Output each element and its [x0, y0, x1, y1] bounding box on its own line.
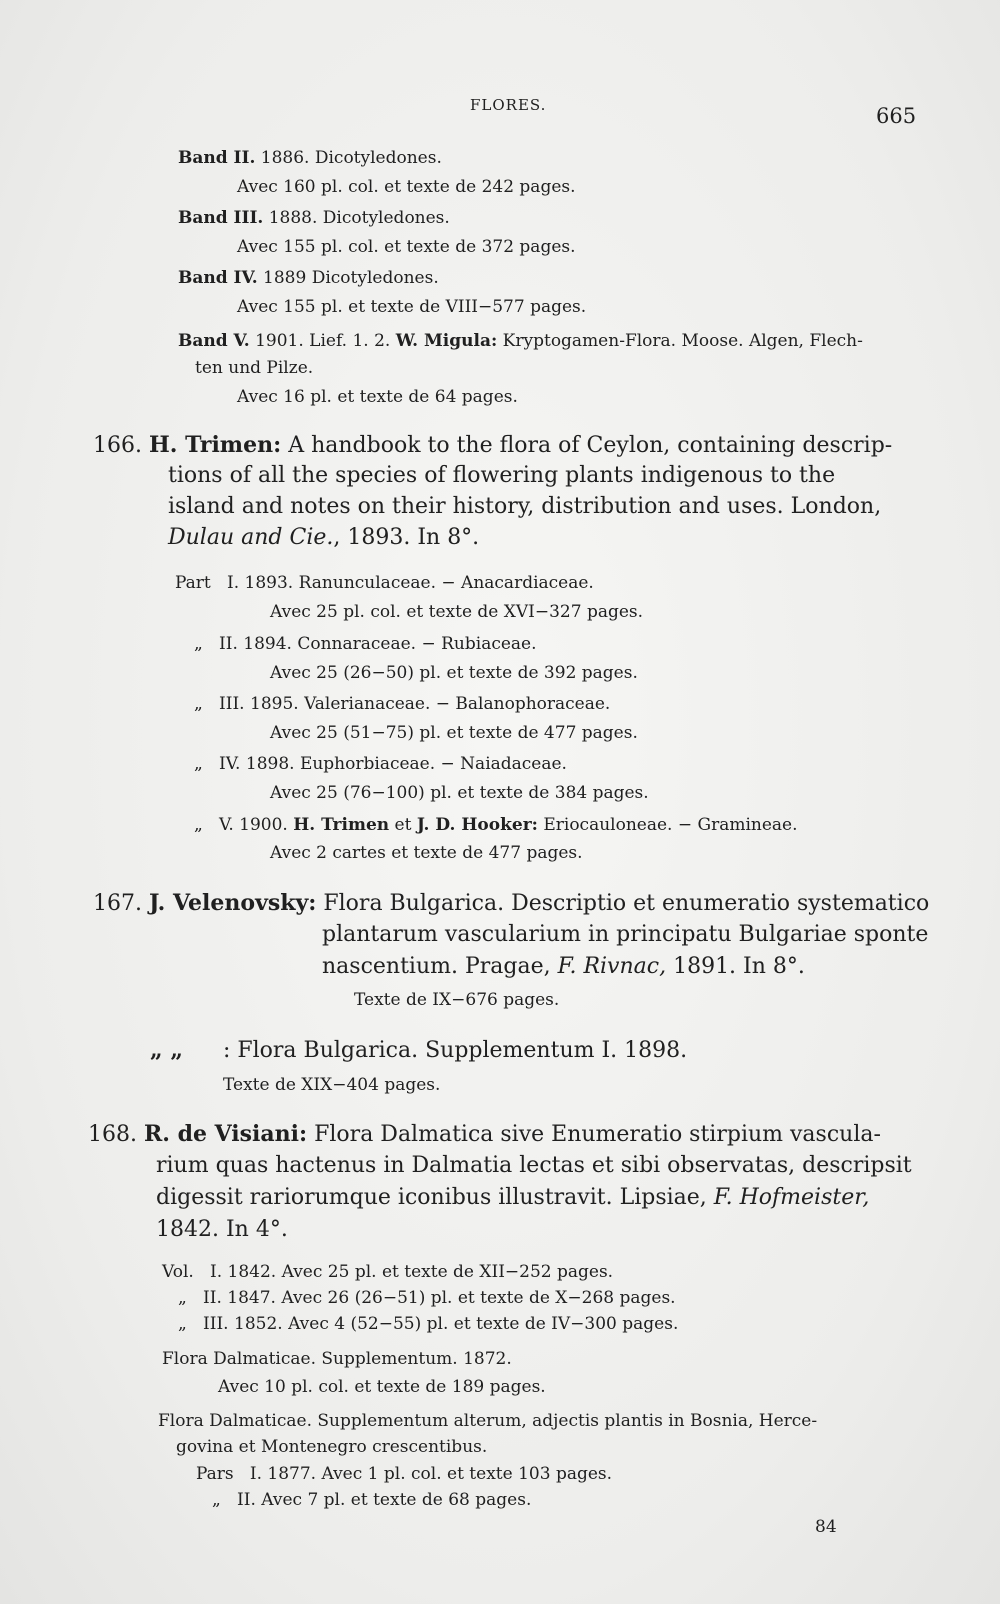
- band-line: Band V. 1901. Lief. 1. 2. W. Migula: Kryptogamen-Flora. Moose. Algen, Flech-: [178, 331, 863, 351]
- publisher: F. Hofmeister,: [713, 1185, 870, 1210]
- part-desc: Avec 25 (76−100) pl. et texte de 384 pages.: [270, 783, 649, 803]
- supplement-line: Flora Dalmaticae. Supplementum alterum, adjectis plantis in Bosnia, Herce-: [158, 1411, 818, 1431]
- publisher: F. Rivnac,: [557, 954, 667, 979]
- entry-number: 167.: [93, 891, 142, 916]
- entry-author: R. de Visiani:: [143, 1121, 308, 1147]
- band-line: Band IV. 1889 Dicotyledones.: [178, 268, 439, 288]
- entry-number: 168.: [88, 1122, 137, 1147]
- entry-publication-line: Dulau and Cie., 1893. In 8°.: [168, 525, 480, 550]
- supplement-continuation: govina et Montenegro crescentibus.: [176, 1437, 488, 1457]
- publisher: Dulau and Cie.: [168, 525, 334, 550]
- band-line: Band II. 1886. Dicotyledones.: [178, 148, 442, 168]
- pars-line: „ II. Avec 7 pl. et texte de 68 pages.: [212, 1490, 532, 1510]
- part-desc: Avec 25 (51−75) pl. et texte de 477 pages.: [270, 723, 638, 743]
- page-number: 665: [876, 104, 917, 128]
- band-label: Band IV.: [178, 268, 258, 288]
- entry-title-line: tions of all the species of flowering plants indigenous to the: [168, 463, 836, 488]
- entry-167-first-line: 167. J. Velenovsky: Flora Bulgarica. Descriptio et enumeratio systematico: [93, 890, 930, 916]
- part-desc: Avec 25 (26−50) pl. et texte de 392 pages.: [270, 663, 638, 683]
- author-name: J. D. Hooker:: [416, 815, 538, 835]
- running-title: FLORES.: [470, 96, 547, 114]
- band-desc: Avec 16 pl. et texte de 64 pages.: [237, 387, 518, 407]
- vol-line: Vol. I. 1842. Avec 25 pl. et texte de XII−252 pages.: [162, 1262, 614, 1282]
- entry-publication-line: 1842. In 4°.: [156, 1217, 288, 1242]
- entry-author: H. Trimen:: [148, 432, 282, 458]
- entry-168-first-line: 168. R. de Visiani: Flora Dalmatica sive Enumeratio stirpium vascula-: [88, 1121, 881, 1147]
- part-desc: Avec 2 cartes et texte de 477 pages.: [270, 843, 583, 863]
- supplement-desc: Avec 10 pl. col. et texte de 189 pages.: [218, 1377, 546, 1397]
- part-line: Part I. 1893. Ranunculaceae. − Anacardiaceae.: [175, 573, 594, 593]
- entry-title-line: island and notes on their history, distribution and uses. London,: [168, 494, 882, 519]
- band-desc: Avec 160 pl. col. et texte de 242 pages.: [237, 177, 576, 197]
- pars-line: Pars I. 1877. Avec 1 pl. col. et texte 103 pages.: [196, 1464, 613, 1484]
- vol-line: „ III. 1852. Avec 4 (52−55) pl. et texte de IV−300 pages.: [178, 1314, 679, 1334]
- entry-title-line: digessit rariorumque iconibus illustravit. Lipsiae, F. Hofmeister,: [156, 1185, 870, 1210]
- entry-166-first-line: 166. H. Trimen: A handbook to the flora of Ceylon, containing descrip-: [93, 432, 893, 458]
- supplement-line: Flora Dalmaticae. Supplementum. 1872.: [162, 1349, 512, 1369]
- band-label: Band V.: [178, 331, 250, 351]
- band-line: Band III. 1888. Dicotyledones.: [178, 208, 450, 228]
- band-desc: Avec 155 pl. col. et texte de 372 pages.: [237, 237, 576, 257]
- part-line: „ III. 1895. Valerianaceae. − Balanophoraceae.: [194, 694, 611, 714]
- signature-mark: 84: [815, 1517, 837, 1537]
- vol-line: „ II. 1847. Avec 26 (26−51) pl. et texte de X−268 pages.: [178, 1288, 676, 1308]
- entry-title-line: rium quas hactenus in Dalmatia lectas et sibi observatas, descripsit: [156, 1153, 912, 1178]
- entry-author: J. Velenovsky:: [148, 890, 317, 916]
- part-line: „ II. 1894. Connaraceae. − Rubiaceae.: [194, 634, 537, 654]
- entry-pages: Texte de IX−676 pages.: [354, 990, 560, 1010]
- author-name: H. Trimen: [293, 815, 390, 835]
- entry-title-line: plantarum vascularium in principatu Bulgariae sponte: [322, 922, 929, 947]
- band-label: Band III.: [178, 208, 264, 228]
- ditto-marks: „ „: [150, 1037, 183, 1063]
- entry-publication-line: nascentium. Pragae, F. Rivnac, 1891. In 8°.: [322, 954, 805, 979]
- entry-number: 166.: [93, 433, 142, 458]
- part-line: „ V. 1900. H. Trimen et J. D. Hooker: Eriocauloneae. − Gramineae.: [194, 815, 798, 835]
- part-line: „ IV. 1898. Euphorbiaceae. − Naiadaceae.: [194, 754, 567, 774]
- supplement-line: „ „ : Flora Bulgarica. Supplementum I. 1898.: [150, 1037, 688, 1063]
- part-desc: Avec 25 pl. col. et texte de XVI−327 pages.: [270, 602, 644, 622]
- author-name: W. Migula:: [395, 331, 498, 351]
- band-label: Band II.: [178, 148, 256, 168]
- band-desc: Avec 155 pl. et texte de VIII−577 pages.: [237, 297, 587, 317]
- band-continuation: ten und Pilze.: [195, 358, 314, 378]
- supplement-pages: Texte de XIX−404 pages.: [223, 1075, 441, 1095]
